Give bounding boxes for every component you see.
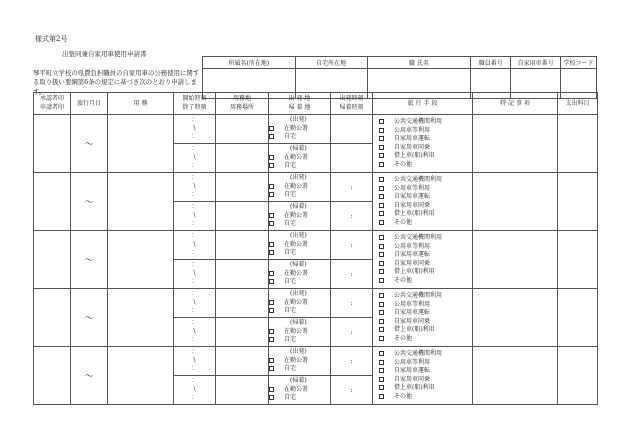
means-option-label: 公用車等利用 [394,126,431,134]
place-field[interactable] [216,260,269,289]
route-option-home[interactable] [269,191,330,200]
purpose-field[interactable] [108,347,174,405]
means-option-label: 公用車等利用 [394,242,431,250]
time-mark: ： [191,261,198,269]
checkbox-icon[interactable] [269,279,274,284]
checkbox-icon[interactable] [269,155,274,160]
intro-text: 琴平町立学校の県費負担職員の自家用車の公務使用に関する取り扱い要綱第6条の規定に基づき次のとおり申請します。 [33,69,200,96]
checkbox-icon[interactable] [379,360,384,365]
means-option[interactable] [379,135,472,144]
checkbox-icon[interactable] [269,308,274,313]
col-staff-no: 職員番号 [471,57,511,69]
remarks-field[interactable] [473,289,558,347]
route-option-home[interactable] [269,278,330,287]
means-option[interactable] [379,335,472,344]
means-option[interactable] [379,161,472,170]
route-direction-label: (出発) [290,174,307,182]
means-option[interactable] [379,277,472,286]
checkbox-icon[interactable] [269,387,274,392]
remarks-header: 特 記 事 項 [473,93,558,115]
checkbox-icon[interactable] [269,126,274,131]
means-option[interactable] [379,384,472,393]
route-option-office[interactable] [269,154,330,163]
route-direction-label: (帰着) [290,145,307,153]
time-mark: \ [193,327,196,335]
document-title: 出張同兼自家用車使用申請書 [62,50,147,58]
time-mark: \ [193,182,196,190]
time-field[interactable] [174,289,216,318]
time-mark: ： [191,232,198,240]
time-mark: ： [191,394,198,402]
route-option-office[interactable] [269,183,330,192]
time-mark: ： [191,336,198,344]
means-option-label: 借上車(船)利用 [394,210,435,217]
means-option-label: 自家用車運転 [394,309,431,316]
purpose-header: 用 務 [108,93,174,115]
time-mark: \ [193,356,196,364]
time-separator: : [350,299,353,307]
col-name: 職 氏名 [367,57,471,69]
accounting-field[interactable] [558,289,598,347]
approver-seal-field[interactable] [34,231,71,289]
means-option-label: 自家用車運転 [394,193,431,200]
checkbox-icon[interactable] [379,336,384,341]
means-option-label: 公共交通機関利用 [394,234,443,241]
time-separator: : [350,386,353,394]
means-option-label: その他 [394,160,413,168]
checkbox-icon[interactable] [379,203,384,208]
purpose-field[interactable] [108,115,174,173]
time-mark: \ [193,269,196,277]
route-field[interactable] [269,144,331,173]
checkbox-icon[interactable] [269,366,274,371]
col-school-code: 学校コード [561,57,597,69]
trip-table [33,92,598,405]
depart-time-field[interactable] [331,144,373,173]
time-separator: : [350,241,353,249]
remarks-field[interactable] [473,231,558,289]
table-row [34,347,598,376]
time-field[interactable] [174,260,216,289]
means-option[interactable] [379,359,472,368]
route-option-office-label: 在勤公署 [284,153,309,161]
date-field[interactable] [71,173,108,231]
approver-header: 承認者印 申請者印 [34,93,71,115]
checkbox-icon[interactable] [379,244,384,249]
route-option-office-label: 在勤公署 [284,327,309,335]
checkbox-icon[interactable] [269,329,274,334]
means-option-label: 公共交通機関利用 [394,118,443,125]
means-option[interactable] [379,268,472,277]
depart-time-field[interactable] [331,376,373,405]
remarks-field[interactable] [473,115,558,173]
checkbox-icon[interactable] [269,337,274,342]
route-direction-label: (出発) [290,290,307,298]
checkbox-icon[interactable] [379,394,384,399]
checkbox-icon[interactable] [269,184,274,189]
purpose-field[interactable] [108,289,174,347]
means-option-label: 公共交通機関利用 [394,176,443,183]
route-option-office[interactable] [269,299,330,308]
time-field[interactable] [174,231,216,260]
approver-seal-field[interactable] [34,115,71,173]
col-office: 所属名(所在地) [203,57,296,69]
time-mark: ： [191,133,198,141]
time-mark: ： [191,278,198,286]
time-mark: ： [191,348,198,356]
date-range-separator: ～ [84,314,94,324]
route-direction-label: (出発) [290,348,307,356]
route-direction-label: (帰着) [290,203,307,211]
checkbox-icon[interactable] [379,278,384,283]
route-field[interactable] [269,318,331,347]
date-range-separator: ～ [84,198,94,208]
route-option-office-label: 在勤公署 [284,182,309,190]
depart-time-field[interactable] [331,347,373,376]
time-mark: \ [193,124,196,132]
means-option-label: その他 [394,334,413,342]
means-option[interactable] [379,176,472,185]
place-field[interactable] [216,289,269,318]
means-option-label: 借上車(船)利用 [394,326,435,333]
route-option-home-label: 自宅 [284,249,297,257]
means-option-label: 自家用車同乗 [394,259,431,267]
approver-seal-field[interactable] [34,173,71,231]
means-option[interactable] [379,219,472,228]
checkbox-icon[interactable] [269,358,274,363]
route-option-home[interactable] [269,249,330,258]
remarks-field[interactable] [473,173,558,231]
checkbox-icon[interactable] [379,119,384,124]
checkbox-icon[interactable] [269,213,274,218]
checkbox-icon[interactable] [379,385,384,390]
checkbox-icon[interactable] [379,302,384,307]
time-separator: : [350,183,353,191]
date-field[interactable] [71,231,108,289]
means-option-label: 借上車(船)利用 [394,384,435,391]
time-field[interactable] [174,376,216,405]
place-field[interactable] [216,173,269,202]
date-field[interactable] [71,289,108,347]
table-row [34,173,598,202]
checkbox-icon[interactable] [269,250,274,255]
checkbox-icon[interactable] [379,153,384,158]
checkbox-icon[interactable] [269,134,274,139]
route-option-home[interactable] [269,394,330,403]
means-options [373,115,473,173]
time-field[interactable] [174,173,216,202]
approver-seal-field[interactable] [34,347,71,405]
checkbox-icon[interactable] [379,136,384,141]
route-option-office[interactable] [269,357,330,366]
route-option-home[interactable] [269,307,330,316]
checkbox-icon[interactable] [269,163,274,168]
means-option-label: その他 [394,392,413,400]
route-option-home[interactable] [269,365,330,374]
checkbox-icon[interactable] [379,310,384,315]
route-option-home-label: 自宅 [284,191,297,199]
time-field[interactable] [174,115,216,144]
route-option-home-label: 自宅 [284,307,297,315]
time-mark: ： [191,220,198,228]
time-field[interactable] [174,202,216,231]
means-option[interactable] [379,202,472,211]
place-field[interactable] [216,376,269,405]
route-option-office-label: 在勤公署 [284,356,309,364]
route-field[interactable] [269,289,331,318]
checkbox-icon[interactable] [379,368,384,373]
date-header: 旅行月日 [71,93,108,115]
col-car-no: 自家用車番号 [511,57,561,69]
checkbox-icon[interactable] [379,261,384,266]
means-option[interactable] [379,210,472,219]
table-header [34,93,598,115]
place-field[interactable] [216,318,269,347]
place-header: 用務地 用務場所 [216,93,269,115]
means-option[interactable] [379,350,472,359]
route-option-office[interactable] [269,386,330,395]
route-field[interactable] [269,202,331,231]
route-option-home-label: 自宅 [284,133,297,141]
route-option-office[interactable] [269,270,330,279]
accounting-field[interactable] [558,115,598,173]
route-field[interactable] [269,173,331,202]
route-field[interactable] [269,347,331,376]
time-mark: ： [191,145,198,153]
means-option[interactable] [379,193,472,202]
means-option[interactable] [379,326,472,335]
time-separator: : [350,270,353,278]
route-field[interactable] [269,376,331,405]
route-option-home-label: 自宅 [284,162,297,170]
depart-time-field[interactable] [331,202,373,231]
means-option-label: 自家用車運転 [394,251,431,258]
accounting-field[interactable] [558,231,598,289]
means-option[interactable] [379,144,472,153]
place-field[interactable] [216,231,269,260]
time-field[interactable] [174,144,216,173]
route-option-office-label: 在勤公署 [284,385,309,393]
means-options [373,347,473,405]
depart-time-field[interactable] [331,115,373,144]
checkbox-icon[interactable] [379,194,384,199]
time-field[interactable] [174,318,216,347]
accounting-field[interactable] [558,347,598,405]
place-field[interactable] [216,115,269,144]
route-direction-label: (帰着) [290,261,307,269]
means-option-label: 自家用車同乗 [394,143,431,151]
depart-time-field[interactable] [331,173,373,202]
route-option-office-label: 在勤公署 [284,211,309,219]
date-range-separator: ～ [84,256,94,266]
checkbox-icon[interactable] [379,177,384,182]
means-option[interactable] [379,260,472,269]
route-field[interactable] [269,260,331,289]
route-field[interactable] [269,115,331,144]
accounting-header: 支出科目 [558,93,598,115]
depart-time-field[interactable] [331,289,373,318]
time-separator: : [350,212,353,220]
checkbox-icon[interactable] [379,145,384,150]
date-range-separator: ～ [84,140,94,150]
date-field[interactable] [71,347,108,405]
time-mark: ： [191,290,198,298]
route-option-office-label: 在勤公署 [284,240,309,248]
means-option-label: その他 [394,276,413,284]
checkbox-icon[interactable] [379,211,384,216]
route-option-office[interactable] [269,125,330,134]
time-mark: ： [191,174,198,182]
means-option-label: 自家用車同乗 [394,375,431,383]
checkbox-icon[interactable] [269,242,274,247]
time-header: 開始時刻 終了時刻 [174,93,216,115]
route-option-office-label: 在勤公署 [284,269,309,277]
route-option-home-label: 自宅 [284,220,297,228]
time-mark: ： [191,191,198,199]
route-option-home-label: 自宅 [284,336,297,344]
means-option[interactable] [379,309,472,318]
purpose-field[interactable] [108,173,174,231]
route-option-office[interactable] [269,241,330,250]
remarks-field[interactable] [473,347,558,405]
time-mark: ： [191,319,198,327]
checkbox-icon[interactable] [269,221,274,226]
means-option-label: 自家用車同乗 [394,201,431,209]
time-field[interactable] [174,347,216,376]
checkbox-icon[interactable] [269,192,274,197]
means-options [373,173,473,231]
checkbox-icon[interactable] [269,395,274,400]
means-option-label: 自家用車運転 [394,135,431,142]
means-option-label: 公共交通機関利用 [394,350,443,357]
time-mark: \ [193,240,196,248]
means-option-label: その他 [394,218,413,226]
route-option-home[interactable] [269,162,330,171]
time-mark: \ [193,153,196,161]
checkbox-icon[interactable] [379,351,384,356]
time-mark: ： [191,307,198,315]
means-option[interactable] [379,318,472,327]
depart-time-field[interactable] [331,260,373,289]
form-number: 様式第2号 [35,35,68,43]
route-option-home-label: 自宅 [284,394,297,402]
checkbox-icon[interactable] [379,269,384,274]
route-direction-label: (帰着) [290,377,307,385]
means-option[interactable] [379,292,472,301]
means-option[interactable] [379,301,472,310]
route-option-office[interactable] [269,212,330,221]
time-mark: \ [193,298,196,306]
means-option-label: 借上車(船)利用 [394,268,435,275]
checkbox-icon[interactable] [379,128,384,133]
place-field[interactable] [216,202,269,231]
depart-time-header: 出発時刻 帰着時刻 [331,93,373,115]
col-home: 自宅所在地 [295,57,367,69]
checkbox-icon[interactable] [379,220,384,225]
means-option[interactable] [379,127,472,136]
place-field[interactable] [216,347,269,376]
means-option[interactable] [379,118,472,127]
means-option-label: 自家用車運転 [394,367,431,374]
table-row [34,289,598,318]
means-options [373,289,473,347]
means-option[interactable] [379,251,472,260]
means-option-label: 公用車等利用 [394,358,431,366]
checkbox-icon[interactable] [379,327,384,332]
means-header: 旅 行 手 段 [373,93,473,115]
route-direction-label: (出発) [290,116,307,124]
route-direction-label: (帰着) [290,319,307,327]
means-option[interactable] [379,393,472,402]
time-separator: : [350,328,353,336]
depart-time-field[interactable] [331,318,373,347]
table-row [34,115,598,144]
means-option[interactable] [379,185,472,194]
means-option-label: 公共交通機関利用 [394,292,443,299]
means-options [373,231,473,289]
means-option[interactable] [379,376,472,385]
checkbox-icon[interactable] [269,271,274,276]
route-field[interactable] [269,231,331,260]
table-row [34,231,598,260]
place-field[interactable] [216,144,269,173]
means-option[interactable] [379,152,472,161]
checkbox-icon[interactable] [379,319,384,324]
date-range-separator: ～ [84,372,94,382]
checkbox-icon[interactable] [379,235,384,240]
means-option-label: 自家用車同乗 [394,317,431,325]
checkbox-icon[interactable] [379,186,384,191]
accounting-field[interactable] [558,173,598,231]
purpose-field[interactable] [108,231,174,289]
means-option-label: 借上車(船)利用 [394,152,435,159]
date-field[interactable] [71,115,108,173]
route-option-home[interactable] [269,133,330,142]
time-mark: ： [191,365,198,373]
checkbox-icon[interactable] [379,252,384,257]
route-option-home-label: 自宅 [284,278,297,286]
route-option-home-label: 自宅 [284,365,297,373]
route-option-home[interactable] [269,220,330,229]
means-option-label: 公用車等利用 [394,184,431,192]
means-option-label: 公用車等利用 [394,300,431,308]
route-option-home[interactable] [269,336,330,345]
route-direction-label: (出発) [290,232,307,240]
checkbox-icon[interactable] [379,162,384,167]
time-mark: ： [191,377,198,385]
approver-seal-field[interactable] [34,289,71,347]
route-header: 出 発 地 帰 着 地 [269,93,331,115]
route-option-office-label: 在勤公署 [284,124,309,132]
means-option[interactable] [379,243,472,252]
means-option[interactable] [379,367,472,376]
depart-time-field[interactable] [331,231,373,260]
means-option[interactable] [379,234,472,243]
checkbox-icon[interactable] [379,293,384,298]
time-mark: ： [191,203,198,211]
checkbox-icon[interactable] [269,300,274,305]
time-mark: \ [193,211,196,219]
checkbox-icon[interactable] [379,377,384,382]
route-option-office-label: 在勤公署 [284,298,309,306]
time-mark: ： [191,249,198,257]
time-mark: \ [193,385,196,393]
time-mark: ： [191,116,198,124]
time-separator: : [350,357,353,365]
time-mark: ： [191,162,198,170]
route-option-office[interactable] [269,328,330,337]
